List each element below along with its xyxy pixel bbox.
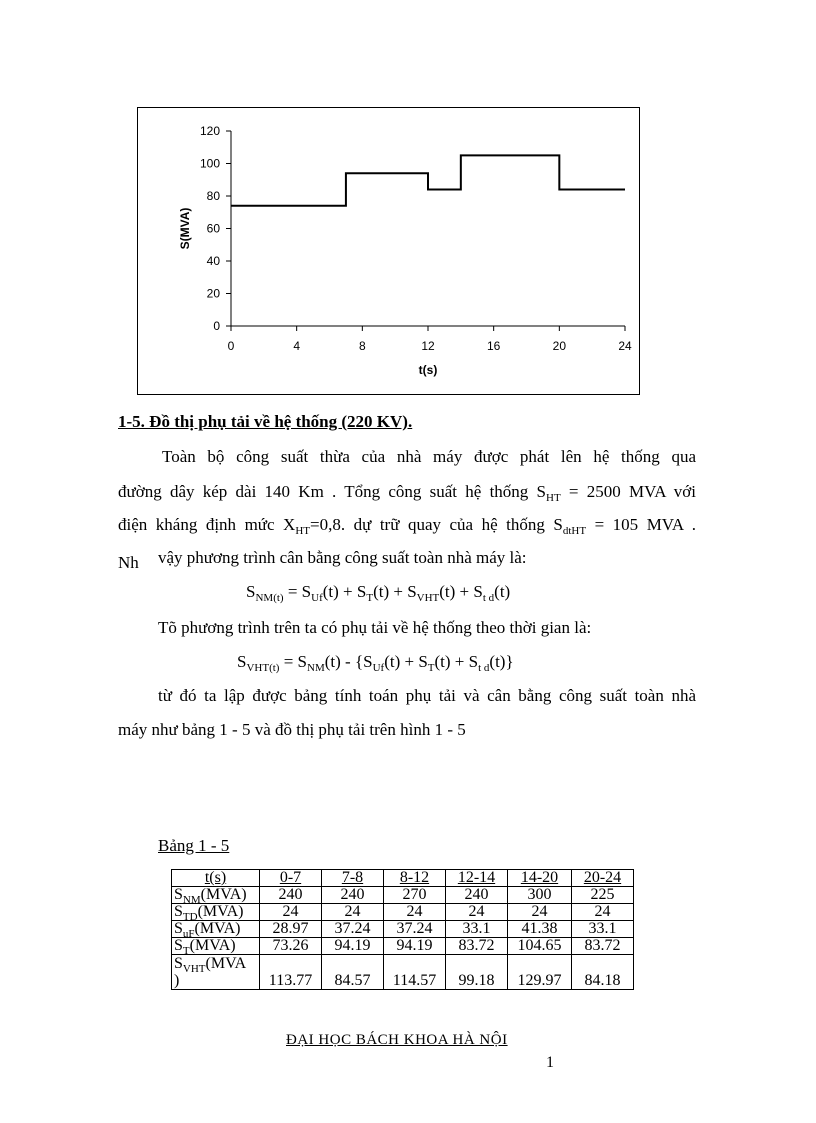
text-run: (t) + S xyxy=(322,582,367,601)
table-header-cell: 20-24 xyxy=(572,870,634,887)
subscript: HT xyxy=(546,492,561,504)
table-cell: 94.19 xyxy=(384,938,446,955)
text-run: ) xyxy=(174,972,180,989)
table-header-cell: 0-7 xyxy=(260,870,322,887)
text-run: điện kháng định mức X xyxy=(118,515,296,534)
footer-university: ĐẠI HỌC BÁCH KHOA HÀ NỘI xyxy=(286,1032,508,1048)
table-cell: 28.97 xyxy=(260,921,322,938)
table-cell: 24 xyxy=(508,904,572,921)
text-run: (t) + S xyxy=(384,652,428,671)
text-run: S xyxy=(174,920,183,937)
table-cell: 114.57 xyxy=(384,955,446,990)
table-cell: 24 xyxy=(384,904,446,921)
subscript: VHT xyxy=(416,592,440,604)
x-tick-label: 12 xyxy=(421,339,435,353)
table-row xyxy=(172,887,634,904)
subscript: t d xyxy=(478,662,490,674)
table-caption: Bảng 1 - 5 xyxy=(158,836,230,855)
subscript: uF xyxy=(182,928,195,940)
table-cell: 83.72 xyxy=(572,938,634,955)
row-label xyxy=(172,921,260,938)
text-run: (MVA) xyxy=(197,903,244,920)
load-chart-svg xyxy=(138,108,641,396)
table-row xyxy=(172,955,634,990)
subscript: HT xyxy=(295,525,311,537)
table-cell: 33.1 xyxy=(446,921,508,938)
table-header-cell: 14-20 xyxy=(508,870,572,887)
text-run: S xyxy=(174,937,183,954)
text-run: =0,8. dự trữ quay của hệ thống S xyxy=(310,515,563,534)
text-run: (t) + S xyxy=(373,582,417,601)
text-run: S xyxy=(174,903,183,920)
y-tick-label: 60 xyxy=(206,221,220,236)
table-header-cell: 8-12 xyxy=(384,870,446,887)
table-row xyxy=(172,921,634,938)
subscript: Uf xyxy=(311,592,323,604)
load-table xyxy=(171,869,634,990)
paragraph-2: Tõ phương trình trên ta có phụ tải về hệ thống theo thời gian là: xyxy=(158,618,592,637)
text-run: S xyxy=(174,886,183,903)
table-cell: 240 xyxy=(322,887,384,904)
equation-power-balance xyxy=(246,582,510,602)
y-tick-label: 40 xyxy=(206,254,220,268)
subscript: VHT(t) xyxy=(246,662,280,674)
table-cell: 37.24 xyxy=(384,921,446,938)
x-tick-label: 0 xyxy=(227,339,235,353)
paragraph-3-line-1: từ đó ta lập được bảng tính toán phụ tải và cân bằng công suất toàn nhà xyxy=(158,686,696,705)
text-run: (t) xyxy=(494,582,511,601)
table-header-row xyxy=(172,870,634,887)
table-cell: 300 xyxy=(508,887,572,904)
subscript: T xyxy=(366,592,374,604)
y-tick-label: 100 xyxy=(199,156,220,171)
text-run: S xyxy=(237,652,247,671)
subscript: T xyxy=(427,662,435,674)
text-run: = 105 MVA . xyxy=(586,515,696,534)
text-run: (t)} xyxy=(489,652,514,671)
paragraph-3-line-2: máy như bảng 1 - 5 và đồ thị phụ tải trên hình 1 - 5 xyxy=(118,720,466,739)
section-heading: 1-5. Đồ thị phụ tải về hệ thống (220 KV). xyxy=(118,412,413,431)
row-label xyxy=(172,904,260,921)
text-run: = S xyxy=(279,652,308,671)
x-ticks xyxy=(228,326,632,353)
x-axis-label: t(s) xyxy=(418,363,438,377)
paragraph-1-line-3 xyxy=(118,515,696,535)
table-cell: 104.65 xyxy=(508,938,572,955)
table-cell: 225 xyxy=(572,887,634,904)
text-run: = 2500 MVA với xyxy=(560,482,696,501)
load-series-line xyxy=(231,155,625,205)
text-run: (t) + S xyxy=(439,582,483,601)
x-tick-label: 16 xyxy=(486,339,501,353)
subscript: NM(t) xyxy=(255,592,284,604)
table-cell: 99.18 xyxy=(446,955,508,990)
y-tick-label: 20 xyxy=(206,286,220,301)
y-tick-label: 0 xyxy=(213,319,220,333)
y-axis-label: S(MVA) xyxy=(178,207,192,250)
page-number: 1 xyxy=(546,1054,554,1071)
paragraph-1-line-1: Toàn bộ công suất thừa của nhà máy được phát lên hệ thống qua xyxy=(162,447,696,466)
y-ticks xyxy=(200,124,231,333)
table-row xyxy=(172,904,634,921)
table-cell: 24 xyxy=(446,904,508,921)
table-cell: 94.19 xyxy=(322,938,384,955)
table-cell: 84.57 xyxy=(322,955,384,990)
table-cell: 240 xyxy=(446,887,508,904)
x-tick-label: 24 xyxy=(618,339,632,353)
table-header-cell: 7-8 xyxy=(322,870,384,887)
table-header-cell: t(s) xyxy=(172,870,260,887)
table-cell: 270 xyxy=(384,887,446,904)
table-cell: 113.77 xyxy=(260,955,322,990)
subscript: VHT xyxy=(182,963,206,975)
paragraph-1-line-4-prefix: Nh xyxy=(118,553,139,572)
table-row xyxy=(172,938,634,955)
row-label xyxy=(172,955,260,990)
subscript: t d xyxy=(482,592,495,604)
paragraph-1-line-2 xyxy=(118,482,696,502)
table-cell: 24 xyxy=(260,904,322,921)
x-tick-label: 20 xyxy=(552,339,567,353)
text-run: (MVA xyxy=(205,955,247,972)
table-cell: 129.97 xyxy=(508,955,572,990)
row-label xyxy=(172,887,260,904)
text-run: S xyxy=(174,955,183,972)
text-run: (MVA) xyxy=(200,886,247,903)
table-cell: 84.18 xyxy=(572,955,634,990)
subscript: NM xyxy=(307,662,325,674)
table-cell: 24 xyxy=(322,904,384,921)
y-tick-label: 120 xyxy=(199,124,220,138)
table-header-cell: 12-14 xyxy=(446,870,508,887)
paragraph-1-line-4: vậy phương trình cân bằng công suất toàn nhà máy là: xyxy=(158,548,527,567)
subscript: T xyxy=(182,945,190,957)
text-run: đường dây kép dài 140 Km . Tổng công suất hệ thống S xyxy=(118,482,546,501)
text-run: S xyxy=(246,582,256,601)
y-tick-label: 80 xyxy=(206,189,220,203)
table-cell: 73.26 xyxy=(260,938,322,955)
subscript: NM xyxy=(182,894,201,906)
load-chart xyxy=(137,107,640,395)
table-cell: 41.38 xyxy=(508,921,572,938)
equation-system-load xyxy=(237,652,514,672)
subscript: TD xyxy=(182,911,198,923)
table-cell: 83.72 xyxy=(446,938,508,955)
table-cell: 24 xyxy=(572,904,634,921)
table-cell: 33.1 xyxy=(572,921,634,938)
row-label xyxy=(172,938,260,955)
text-run: = S xyxy=(283,582,312,601)
table-cell: 37.24 xyxy=(322,921,384,938)
text-run: (t) + S xyxy=(434,652,479,671)
text-run: (MVA) xyxy=(189,937,236,954)
subscript: dtHT xyxy=(562,525,587,537)
text-run: (MVA) xyxy=(194,920,241,937)
text-run: (t) - {S xyxy=(324,652,373,671)
table-cell: 240 xyxy=(260,887,322,904)
x-tick-label: 4 xyxy=(293,339,301,353)
subscript: Uf xyxy=(372,662,385,674)
x-tick-label: 8 xyxy=(358,339,366,353)
